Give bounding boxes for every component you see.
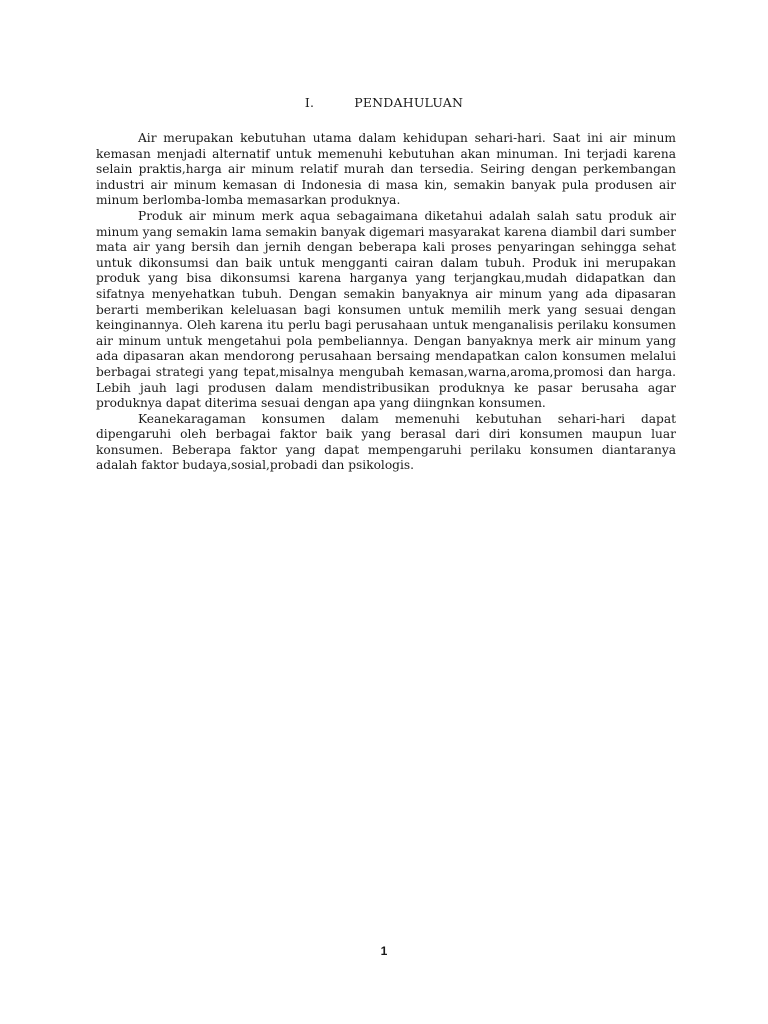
section-heading: [0, 95, 768, 110]
paragraph-3: Keanekaragaman konsumen dalam memenuhi kebutuhan sehari-hari dapat dipengaruhi oleh berbagai faktor baik yang berasal dari diri konsumen maupun luar konsumen. Beberapa faktor yang dapat mempengaruhi perilaku konsumen diantaranya adalah faktor budaya,sosial,probadi dan psikologis.: [96, 411, 676, 473]
page-number: 1: [380, 944, 388, 958]
section-number: I.: [304, 95, 315, 110]
paragraph-1: Air merupakan kebutuhan utama dalam kehidupan sehari-hari. Saat ini air minum kemasan menjadi alternatif untuk memenuhi kebutuhan akan minuman. Ini terjadi karena selain praktis,harga air minum relatif murah dan tersedia. Seiring dengan perkembangan industri air minum kemasan di Indonesia di masa kin, semakin banyak pula produsen air minum berlomba-lomba memasarkan produknya.: [96, 131, 676, 208]
section-title: PENDAHULUAN: [354, 95, 464, 110]
paragraph-2: Produk air minum merk aqua sebagaimana diketahui adalah salah satu produk air minum yang semakin lama semakin banyak digemari masyarakat karena diambil dari sumber mata air yang bersih dan jernih dengan beberapa kali proses penyaringan sehingga sehat untuk dikonsumsi dan baik untuk mengganti cairan dalam tubuh. Produk ini merupakan produk yang bisa dikonsumsi karena harganya yang terjangkau,mudah didapatkan dan sifatnya menyehatkan tubuh. Dengan semakin banyaknya air minum yang ada dipasaran berarti memberikan keleluasan bagi konsumen untuk memilih merk yang sesuai dengan keinginannya. Oleh karena itu perlu bagi perusahaan untuk menganalisis perilaku konsumen air minum untuk mengetahui pola pembeliannya. Dengan banyaknya merk air minum yang ada dipasaran akan mendorong perusahaan bersaing mendapatkan calon konsumen melalui berbagai strategi yang tepat,misalnya mengubah kemasan,warna,aroma,promosi dan harga. Lebih jauh lagi produsen dalam mendistribusikan produknya ke pasar berusaha agar produknya dapat diterima sesuai dengan apa yang diingnkan konsumen.: [96, 208, 676, 411]
body-text: [96, 131, 676, 474]
